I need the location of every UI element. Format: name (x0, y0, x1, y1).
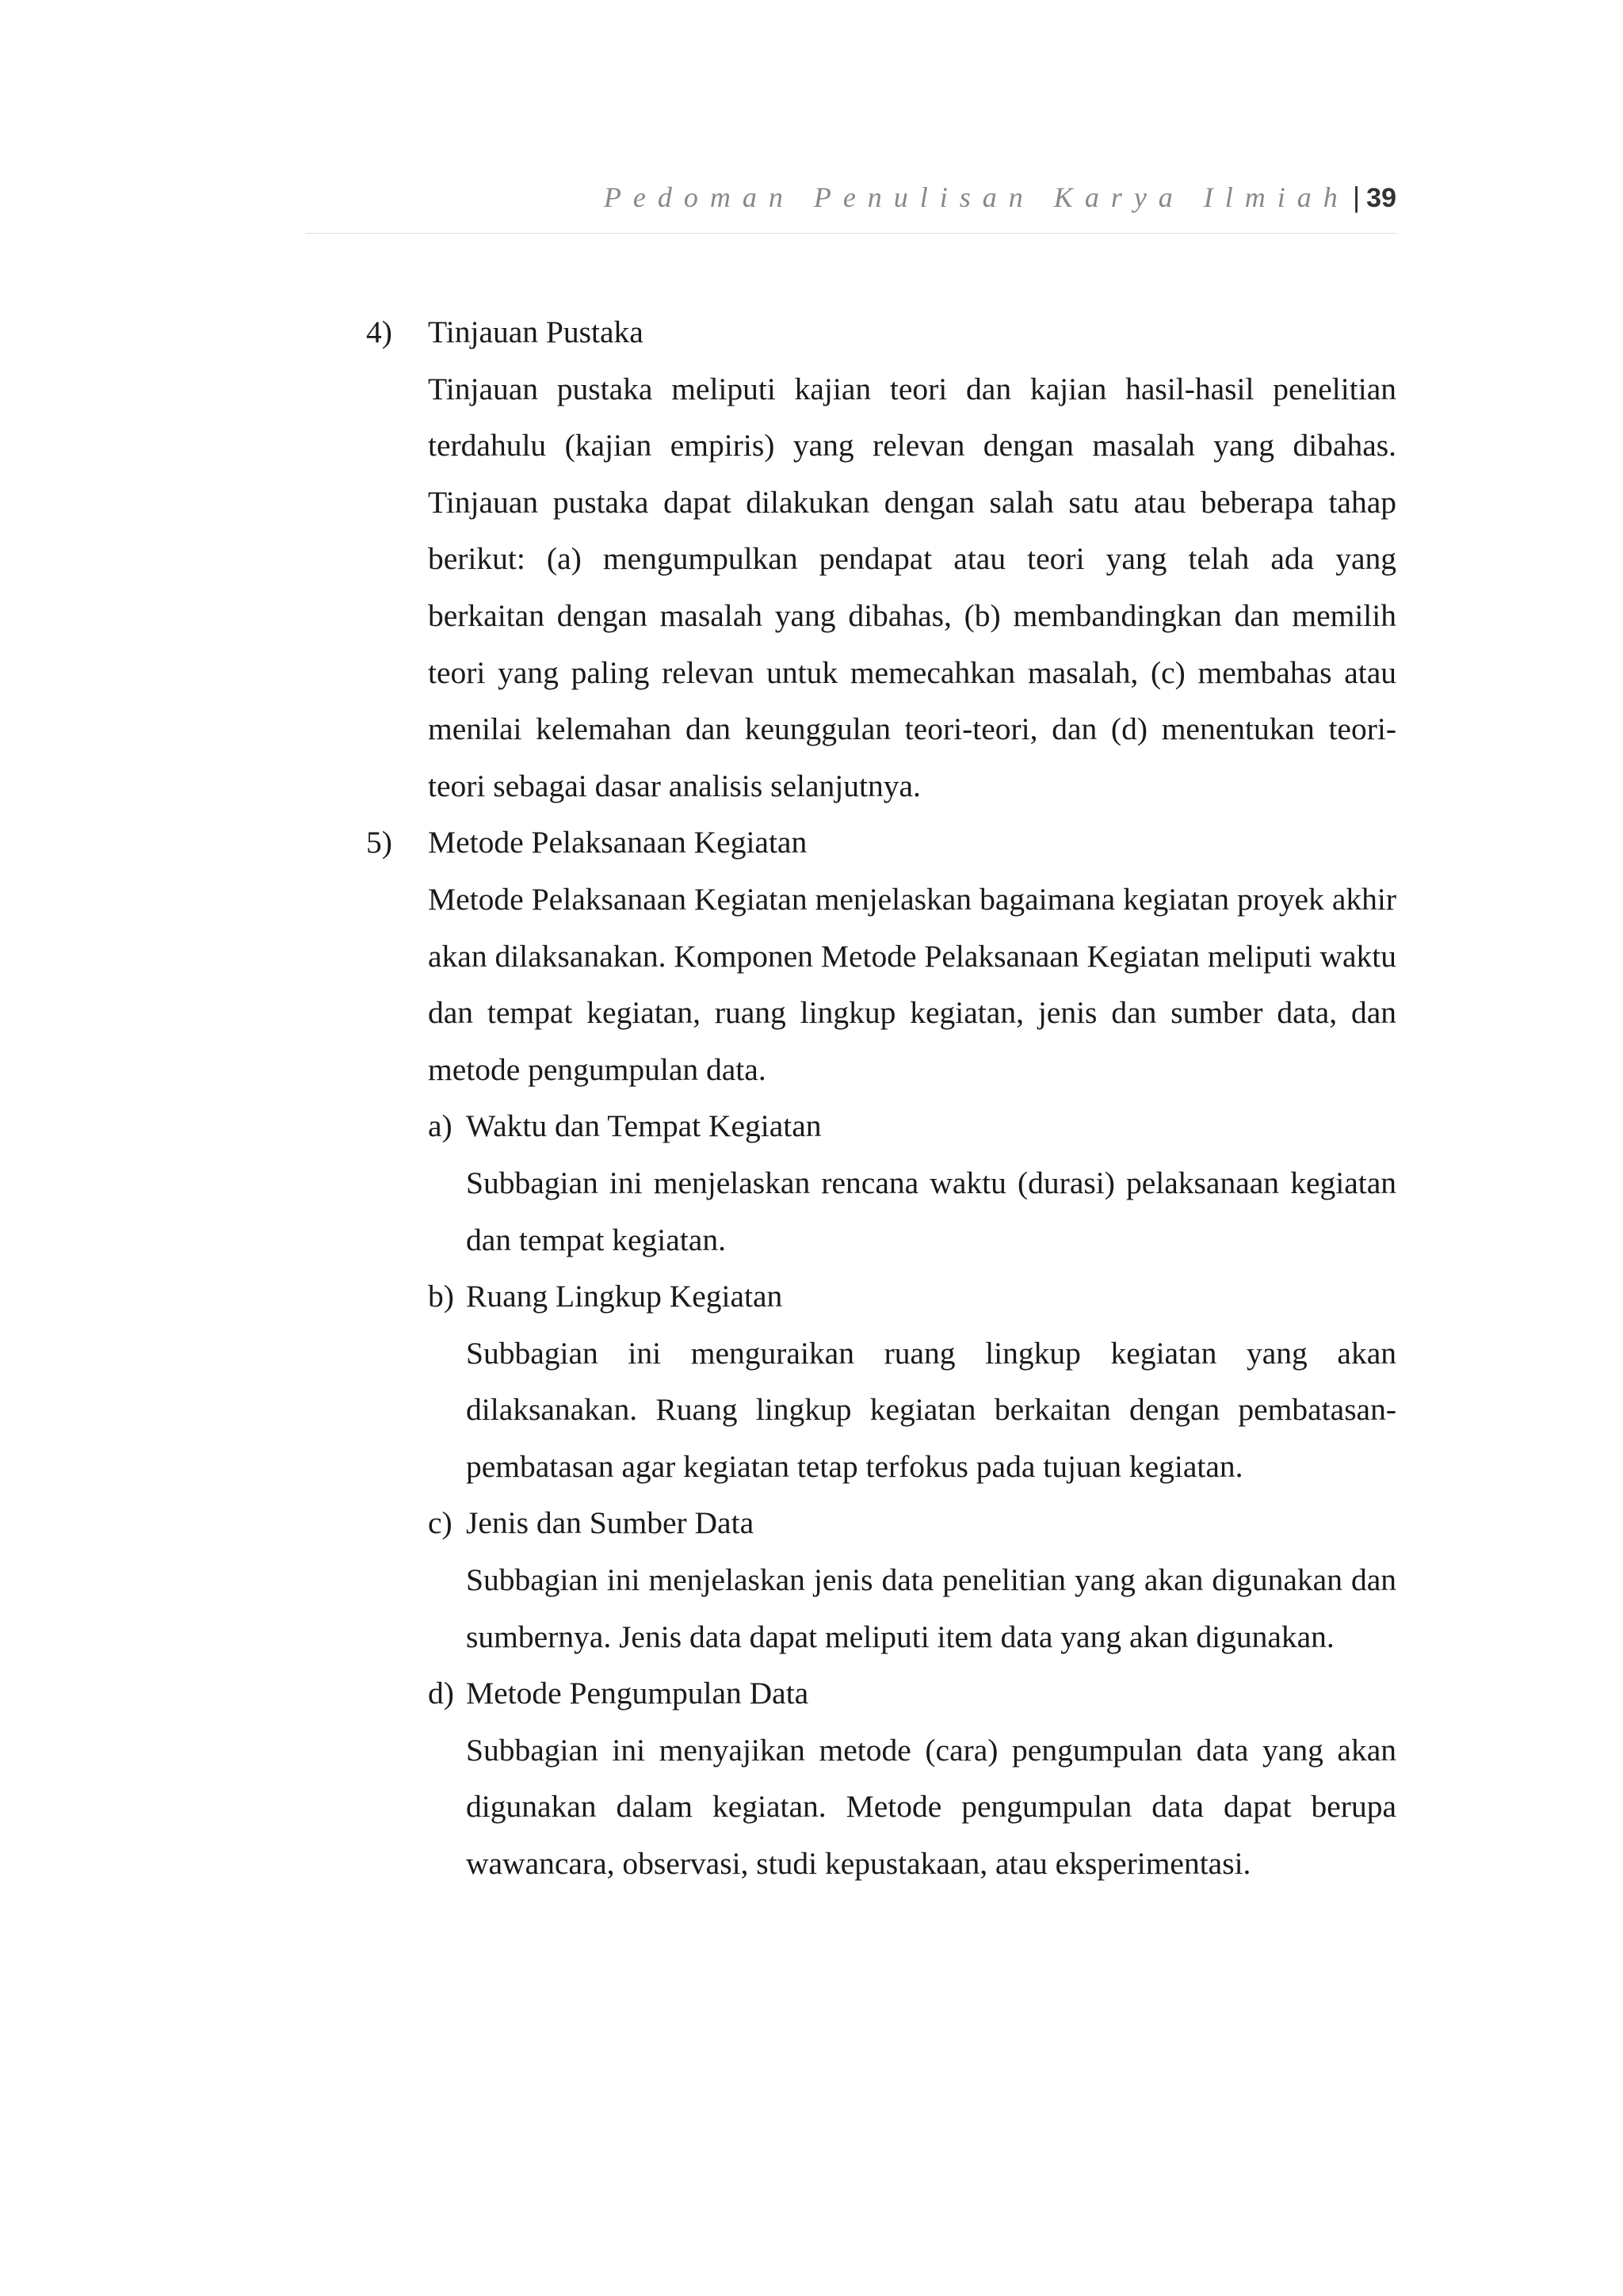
subitem-ruang-lingkup (428, 1268, 1396, 1495)
subitem-paragraph: Subbagian ini menjelaskan jenis data penelitian yang akan digunakan dan sumbernya. Jenis data dapat meliputi item data yang akan digunakan. (466, 1562, 1396, 1654)
subitem-heading: Ruang Lingkup Kegiatan (466, 1279, 783, 1314)
subitem-paragraph: Subbagian ini menyajikan metode (cara) pengumpulan data yang akan digunakan dalam kegiatan. Metode pengumpulan data dapat berupa wawancara, observasi, studi kepustakaan, atau eksperimentasi. (466, 1732, 1396, 1882)
subitem-heading: Metode Pengumpulan Data (466, 1676, 809, 1711)
subitem-heading: Waktu dan Tempat Kegiatan (466, 1108, 822, 1144)
list-item-tinjauan-pustaka (366, 304, 1396, 814)
item-number: 4) (366, 315, 392, 349)
subitem-heading: Jenis dan Sumber Data (466, 1505, 754, 1541)
list-item-metode-pelaksanaan (366, 814, 1396, 1892)
subitem-paragraph: Subbagian ini menguraikan ruang lingkup kegiatan yang akan dilaksanakan. Ruang lingkup kegiatan berkaitan dengan pembatasan-pembatasan agar kegiatan tetap terfokus pada tujuan kegiatan. (466, 1335, 1396, 1484)
subitem-letter: b) (428, 1279, 454, 1314)
item-paragraph: Metode Pelaksanaan Kegiatan menjelaskan bagaimana kegiatan proyek akhir akan dilaksanakan. Komponen Metode Pelaksanaan Kegiatan meliputi waktu dan tempat kegiatan, ruang lingkup kegiatan, jenis dan sumber data, dan metode pengumpulan data. (428, 881, 1396, 1087)
item-paragraph: Tinjauan pustaka meliputi kajian teori dan kajian hasil-hasil penelitian terdahulu (kajian empiris) yang relevan dengan masalah yang dibahas. Tinjauan pustaka dapat dilakukan dengan salah satu atau beberapa tahap berikut: (a) mengumpulkan pendapat atau teori yang telah ada yang berkaitan dengan masalah yang dibahas, (b) membandingkan dan memilih teori yang paling relevan untuk memecahkan masalah, (c) membahas atau menilai kelemahan dan keunggulan teori-teori, dan (d) menentukan teori-teori sebagai dasar analisis selanjutnya. (428, 371, 1396, 803)
item-number: 5) (366, 825, 392, 860)
subitem-metode-pengumpulan (428, 1665, 1396, 1892)
subitem-letter: a) (428, 1108, 453, 1144)
subitem-paragraph: Subbagian ini menjelaskan rencana waktu (durasi) pelaksanaan kegiatan dan tempat kegiatan. (466, 1165, 1396, 1257)
document-body (366, 304, 1396, 1893)
subitem-letter: d) (428, 1676, 454, 1711)
subitem-waktu-tempat (428, 1098, 1396, 1268)
header-separator: | (1352, 181, 1361, 213)
page-header (305, 181, 1396, 234)
subitem-letter: c) (428, 1505, 453, 1541)
running-header-title: Pedoman Penulisan Karya Ilmiah (603, 181, 1350, 213)
item-heading: Tinjauan Pustaka (428, 315, 643, 349)
subitem-jenis-sumber-data (428, 1495, 1396, 1665)
page-number: 39 (1366, 183, 1396, 213)
item-heading: Metode Pelaksanaan Kegiatan (428, 825, 808, 860)
